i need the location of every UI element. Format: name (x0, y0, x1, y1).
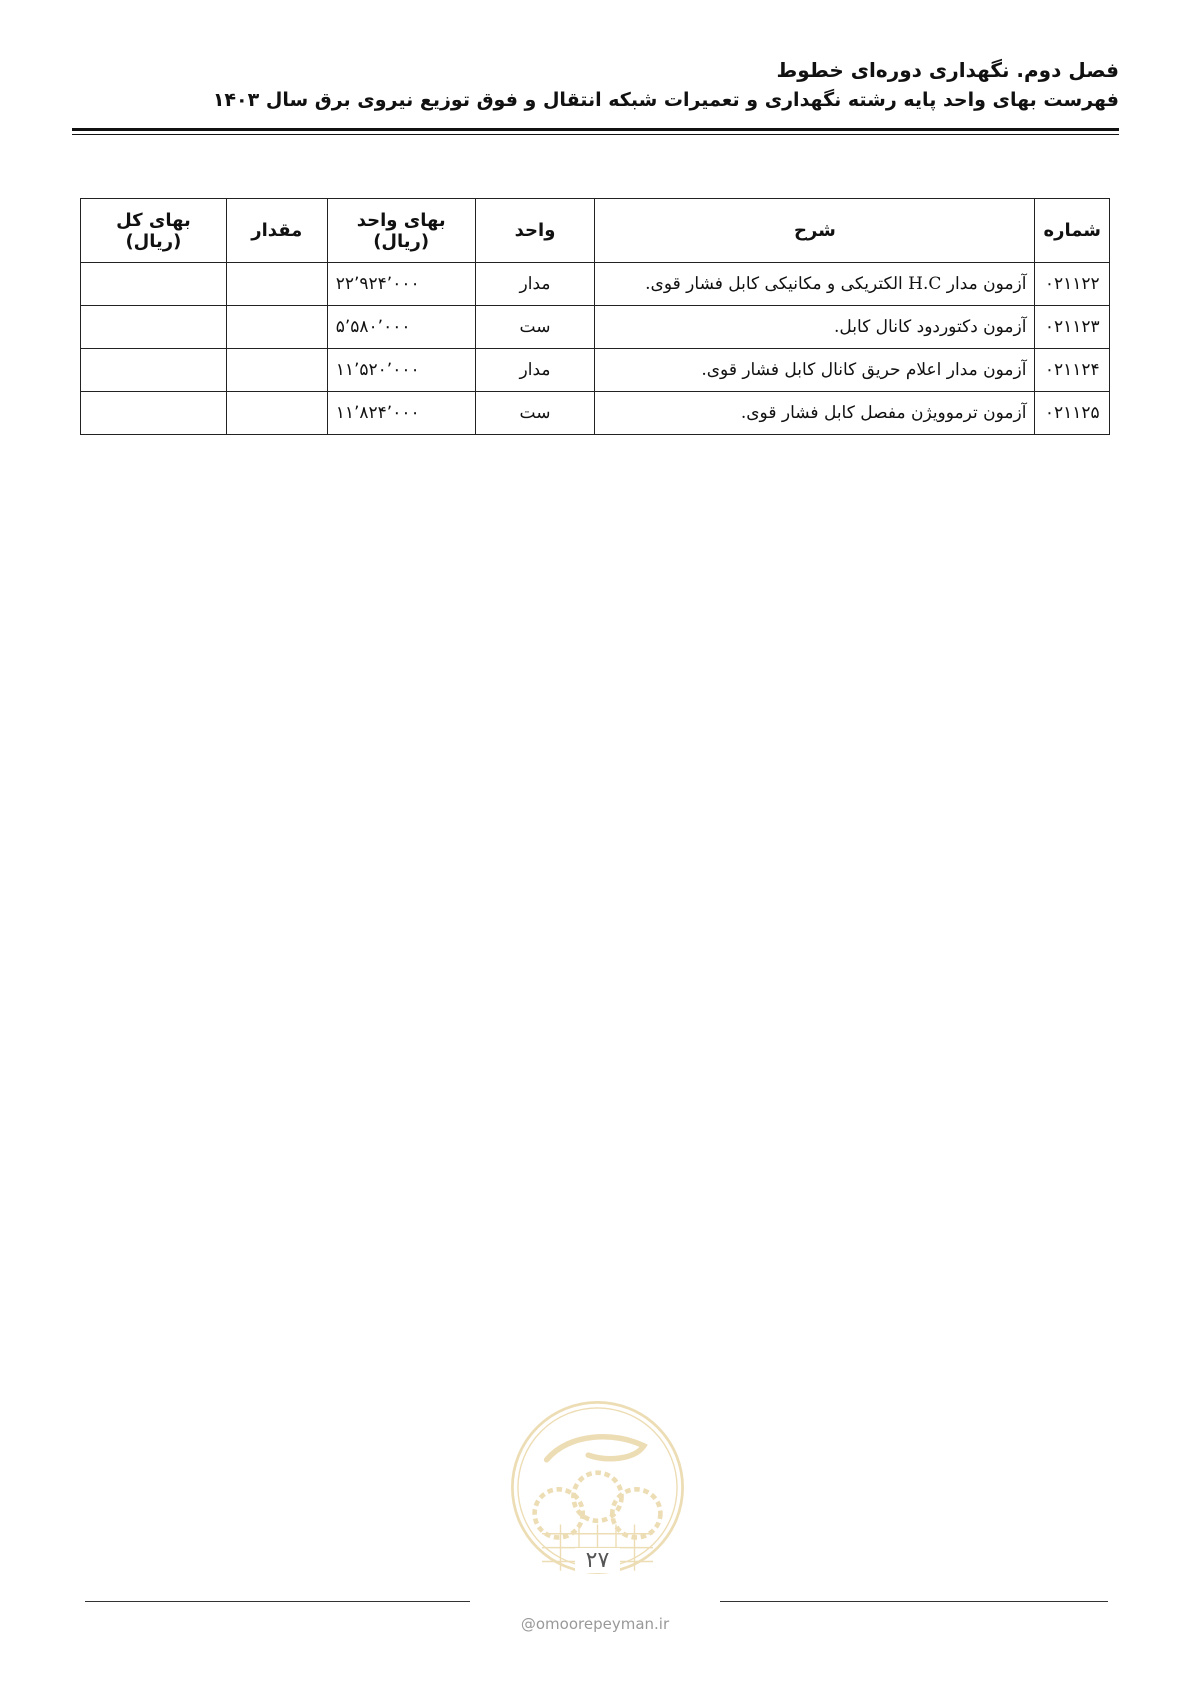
table-row (81, 349, 1110, 392)
row-description: آزمون دکتوردود کانال کابل. (595, 306, 1035, 349)
row-unit: مدار (475, 349, 595, 392)
row-unit-price: ۱۱٬۸۲۴٬۰۰۰ (327, 392, 475, 435)
header-total-price: بهای کل (ریال) (81, 199, 227, 263)
table-row (81, 306, 1110, 349)
row-quantity (226, 263, 327, 306)
row-number: ۰۲۱۱۲۴ (1035, 349, 1110, 392)
row-quantity (226, 392, 327, 435)
table-row (81, 392, 1110, 435)
footer-rule-left (85, 1601, 470, 1602)
row-unit: ست (475, 392, 595, 435)
row-unit-price: ۵٬۵۸۰٬۰۰۰ (327, 306, 475, 349)
header-rule-thin (72, 134, 1119, 135)
watermark-text: @omoorepeyman.ir (520, 1615, 670, 1633)
page-number: ۲۷ (575, 1548, 620, 1573)
row-unit-price: ۱۱٬۵۲۰٬۰۰۰ (327, 349, 475, 392)
header-quantity: مقدار (226, 199, 327, 263)
price-table (80, 198, 1110, 435)
page-header (72, 55, 1119, 115)
row-number: ۰۲۱۱۲۳ (1035, 306, 1110, 349)
row-unit: ست (475, 306, 595, 349)
row-unit-price: ۲۲٬۹۲۴٬۰۰۰ (327, 263, 475, 306)
row-description: آزمون مدار H.C الکتریکی و مکانیکی کابل فشار قوی. (595, 263, 1035, 306)
header-unit: واحد (475, 199, 595, 263)
row-total-price (81, 349, 227, 392)
header-rule-thick (72, 128, 1119, 131)
row-unit: مدار (475, 263, 595, 306)
row-number: ۰۲۱۱۲۵ (1035, 392, 1110, 435)
header-description: شرح (595, 199, 1035, 263)
row-total-price (81, 306, 227, 349)
row-quantity (226, 306, 327, 349)
header-unit-price: بهای واحد (ریال) (327, 199, 475, 263)
row-number: ۰۲۱۱۲۲ (1035, 263, 1110, 306)
table-header-row (81, 199, 1110, 263)
document-title: فهرست بهای واحد پایه رشته نگهداری و تعمیرات شبکه انتقال و فوق توزیع نیروی برق سال ۱۴۰۳ (212, 89, 1119, 111)
row-description: آزمون ترموویژن مفصل کابل فشار قوی. (595, 392, 1035, 435)
footer-rule-right (720, 1601, 1108, 1602)
table-row (81, 263, 1110, 306)
row-description: آزمون مدار اعلام حریق کانال کابل فشار قوی. (595, 349, 1035, 392)
row-total-price (81, 392, 227, 435)
row-quantity (226, 349, 327, 392)
chapter-title: فصل دوم. نگهداری دوره‌ای خطوط (776, 58, 1119, 82)
header-number: شماره (1035, 199, 1110, 263)
row-total-price (81, 263, 227, 306)
